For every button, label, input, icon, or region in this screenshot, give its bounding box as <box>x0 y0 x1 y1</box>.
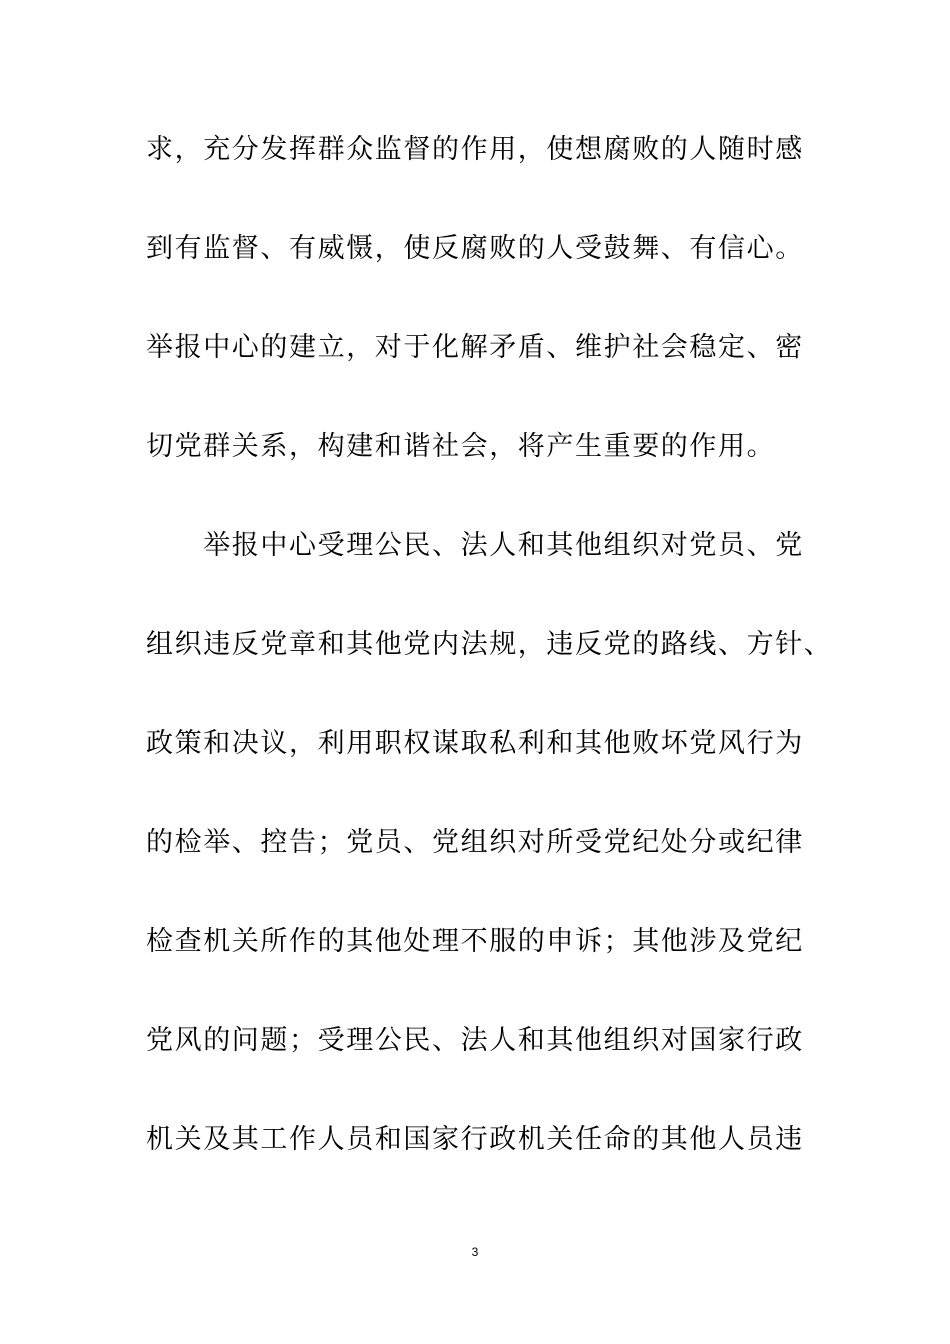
text-line: 检查机关所作的其他处理不服的申诉；其他涉及党纪 <box>146 926 804 957</box>
text-line: 政策和决议，利用职权谋取私利和其他败坏党风行为 <box>146 728 804 759</box>
page-number: 3 <box>471 1245 479 1259</box>
text-line: 求，充分发挥群众监督的作用，使想腐败的人随时感 <box>146 134 804 165</box>
text-line: 举报中心的建立，对于化解矛盾、维护社会稳定、密 <box>146 332 804 363</box>
text-line: 切党群关系，构建和谐社会，将产生重要的作用。 <box>146 431 776 462</box>
body-text <box>146 124 846 1213</box>
text-line: 到有监督、有威慑，使反腐败的人受鼓舞、有信心。 <box>146 233 804 264</box>
text-line: 举报中心受理公民、法人和其他组织对党员、党 <box>146 530 804 561</box>
text-line: 机关及其工作人员和国家行政机关任命的其他人员违 <box>146 1124 804 1155</box>
text-line: 的检举、控告；党员、党组织对所受党纪处分或纪律 <box>146 827 804 858</box>
text-line: 组织违反党章和其他党内法规，违反党的路线、方针、 <box>146 629 833 660</box>
text-line: 党风的问题；受理公民、法人和其他组织对国家行政 <box>146 1025 804 1056</box>
